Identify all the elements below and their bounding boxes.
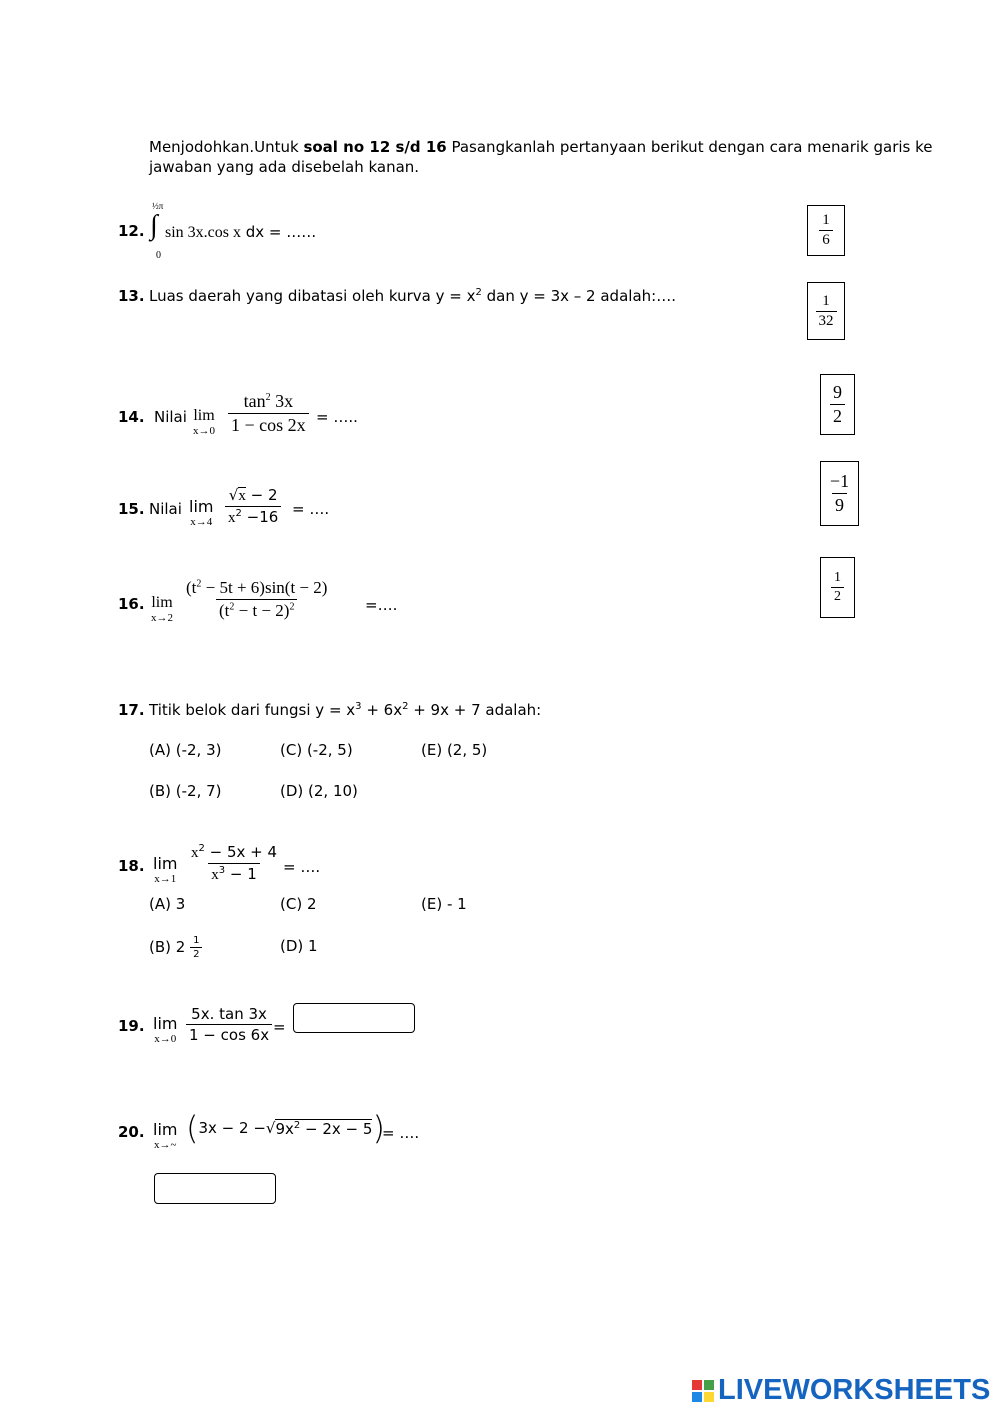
- q17-text: Titik belok dari fungsi $y = x^3 + 6x^2 + 9x + 7$ adalah:: [149, 701, 542, 719]
- q16-tail: =….: [365, 596, 398, 614]
- q17-option-d[interactable]: (D) (2, 10): [280, 782, 358, 800]
- answer-box-5[interactable]: $\frac{1}{2}$: [820, 557, 855, 618]
- q18-number: 18.: [118, 857, 145, 875]
- q16-number: 16.: [118, 595, 145, 613]
- q18-limit: lim x→1: [153, 854, 178, 885]
- q14-limit: lim x→0: [193, 407, 215, 437]
- q15-tail: = ….: [292, 500, 330, 518]
- q17-option-c[interactable]: (C) (-2, 5): [280, 741, 353, 759]
- q17-option-a[interactable]: (A) (-2, 3): [149, 741, 222, 759]
- q20-limit: lim x→~: [153, 1120, 178, 1151]
- q18-tail: = ….: [283, 858, 321, 876]
- q17-option-e[interactable]: (E) (2, 5): [421, 741, 488, 759]
- q20-expression: ( 3x − 2 − √ $9x^2 - 2x - 5$ ): [186, 1109, 385, 1147]
- q16-limit: lim x→2: [151, 594, 173, 624]
- q13-number: 13.: [118, 287, 145, 305]
- q17-number: 17.: [118, 701, 145, 719]
- q19-fraction: $\frac{5x. \tan 3x}{1 - \cos 6x}$: [186, 1005, 272, 1044]
- liveworksheets-logo: LIVEWORKSHEETS: [692, 1374, 990, 1407]
- answer-box-1[interactable]: $\frac{1}{6}$: [807, 205, 845, 256]
- q18-option-d[interactable]: (D) 1: [280, 937, 318, 955]
- q20-tail: = ….: [382, 1124, 420, 1142]
- q12-upper-limit: ½π: [152, 201, 164, 211]
- q18-option-c[interactable]: (C) 2: [280, 895, 317, 913]
- q18-option-e[interactable]: (E) - 1: [421, 895, 467, 913]
- answer-box-2[interactable]: $\frac{1}{32}$: [807, 282, 845, 340]
- q15-label: Nilai: [149, 500, 182, 518]
- q15-fraction: $\frac{√x - 2}{x^2 -16}$: [225, 486, 281, 527]
- answer-box-3[interactable]: $\frac{9}{2}$: [820, 374, 855, 435]
- q14-tail: = …..: [316, 408, 358, 426]
- q14-number: 14.: [118, 408, 145, 426]
- q19-number: 19.: [118, 1017, 145, 1035]
- q20-answer-input[interactable]: [154, 1173, 276, 1204]
- q15-limit: lim x→4: [189, 497, 214, 528]
- q18-option-a[interactable]: (A) 3: [149, 895, 186, 913]
- q12-number: 12.: [118, 222, 145, 240]
- q14-fraction: $\frac{\tan^2 3x}{1 - \cos 2x}$: [228, 391, 309, 436]
- logo-grid-icon: [692, 1380, 714, 1402]
- q20-number: 20.: [118, 1123, 145, 1141]
- q19-equals: =: [273, 1018, 286, 1036]
- answer-box-4[interactable]: $\frac{-1}{9}$: [820, 461, 859, 526]
- q17-option-b[interactable]: (B) (-2, 7): [149, 782, 222, 800]
- q15-number: 15.: [118, 500, 145, 518]
- q18-fraction: $\frac{x^2 - 5x + 4}{x^3 - 1}$: [191, 843, 278, 883]
- q18-option-b[interactable]: (B) 2 $\frac{1}{2}$: [149, 935, 202, 960]
- q19-limit: lim x→0: [153, 1014, 178, 1045]
- q13-text: Luas daerah yang dibatasi oleh kurva $y = x^2$ dan y = 3x – 2 adalah:….: [149, 287, 676, 305]
- q12-expression: sin 3x.cos x dx = ……: [165, 223, 317, 241]
- q19-answer-input[interactable]: [293, 1003, 415, 1033]
- q14-label: Nilai: [154, 408, 187, 426]
- q16-fraction: $\frac{(t^2 - 5t + 6)\sin(t - 2)}{(t^2 - t - 2)^2}$: [186, 578, 328, 620]
- q12-integral-sign: ∫: [150, 210, 158, 241]
- instruction: Menjodohkan.Untuk soal no 12 s/d 16 Pasangkanlah pertanyaan berikut dengan cara menarik garis ke jawaban yang ada disebelah kanan.: [149, 138, 933, 176]
- q12-lower-limit: 0: [156, 250, 161, 261]
